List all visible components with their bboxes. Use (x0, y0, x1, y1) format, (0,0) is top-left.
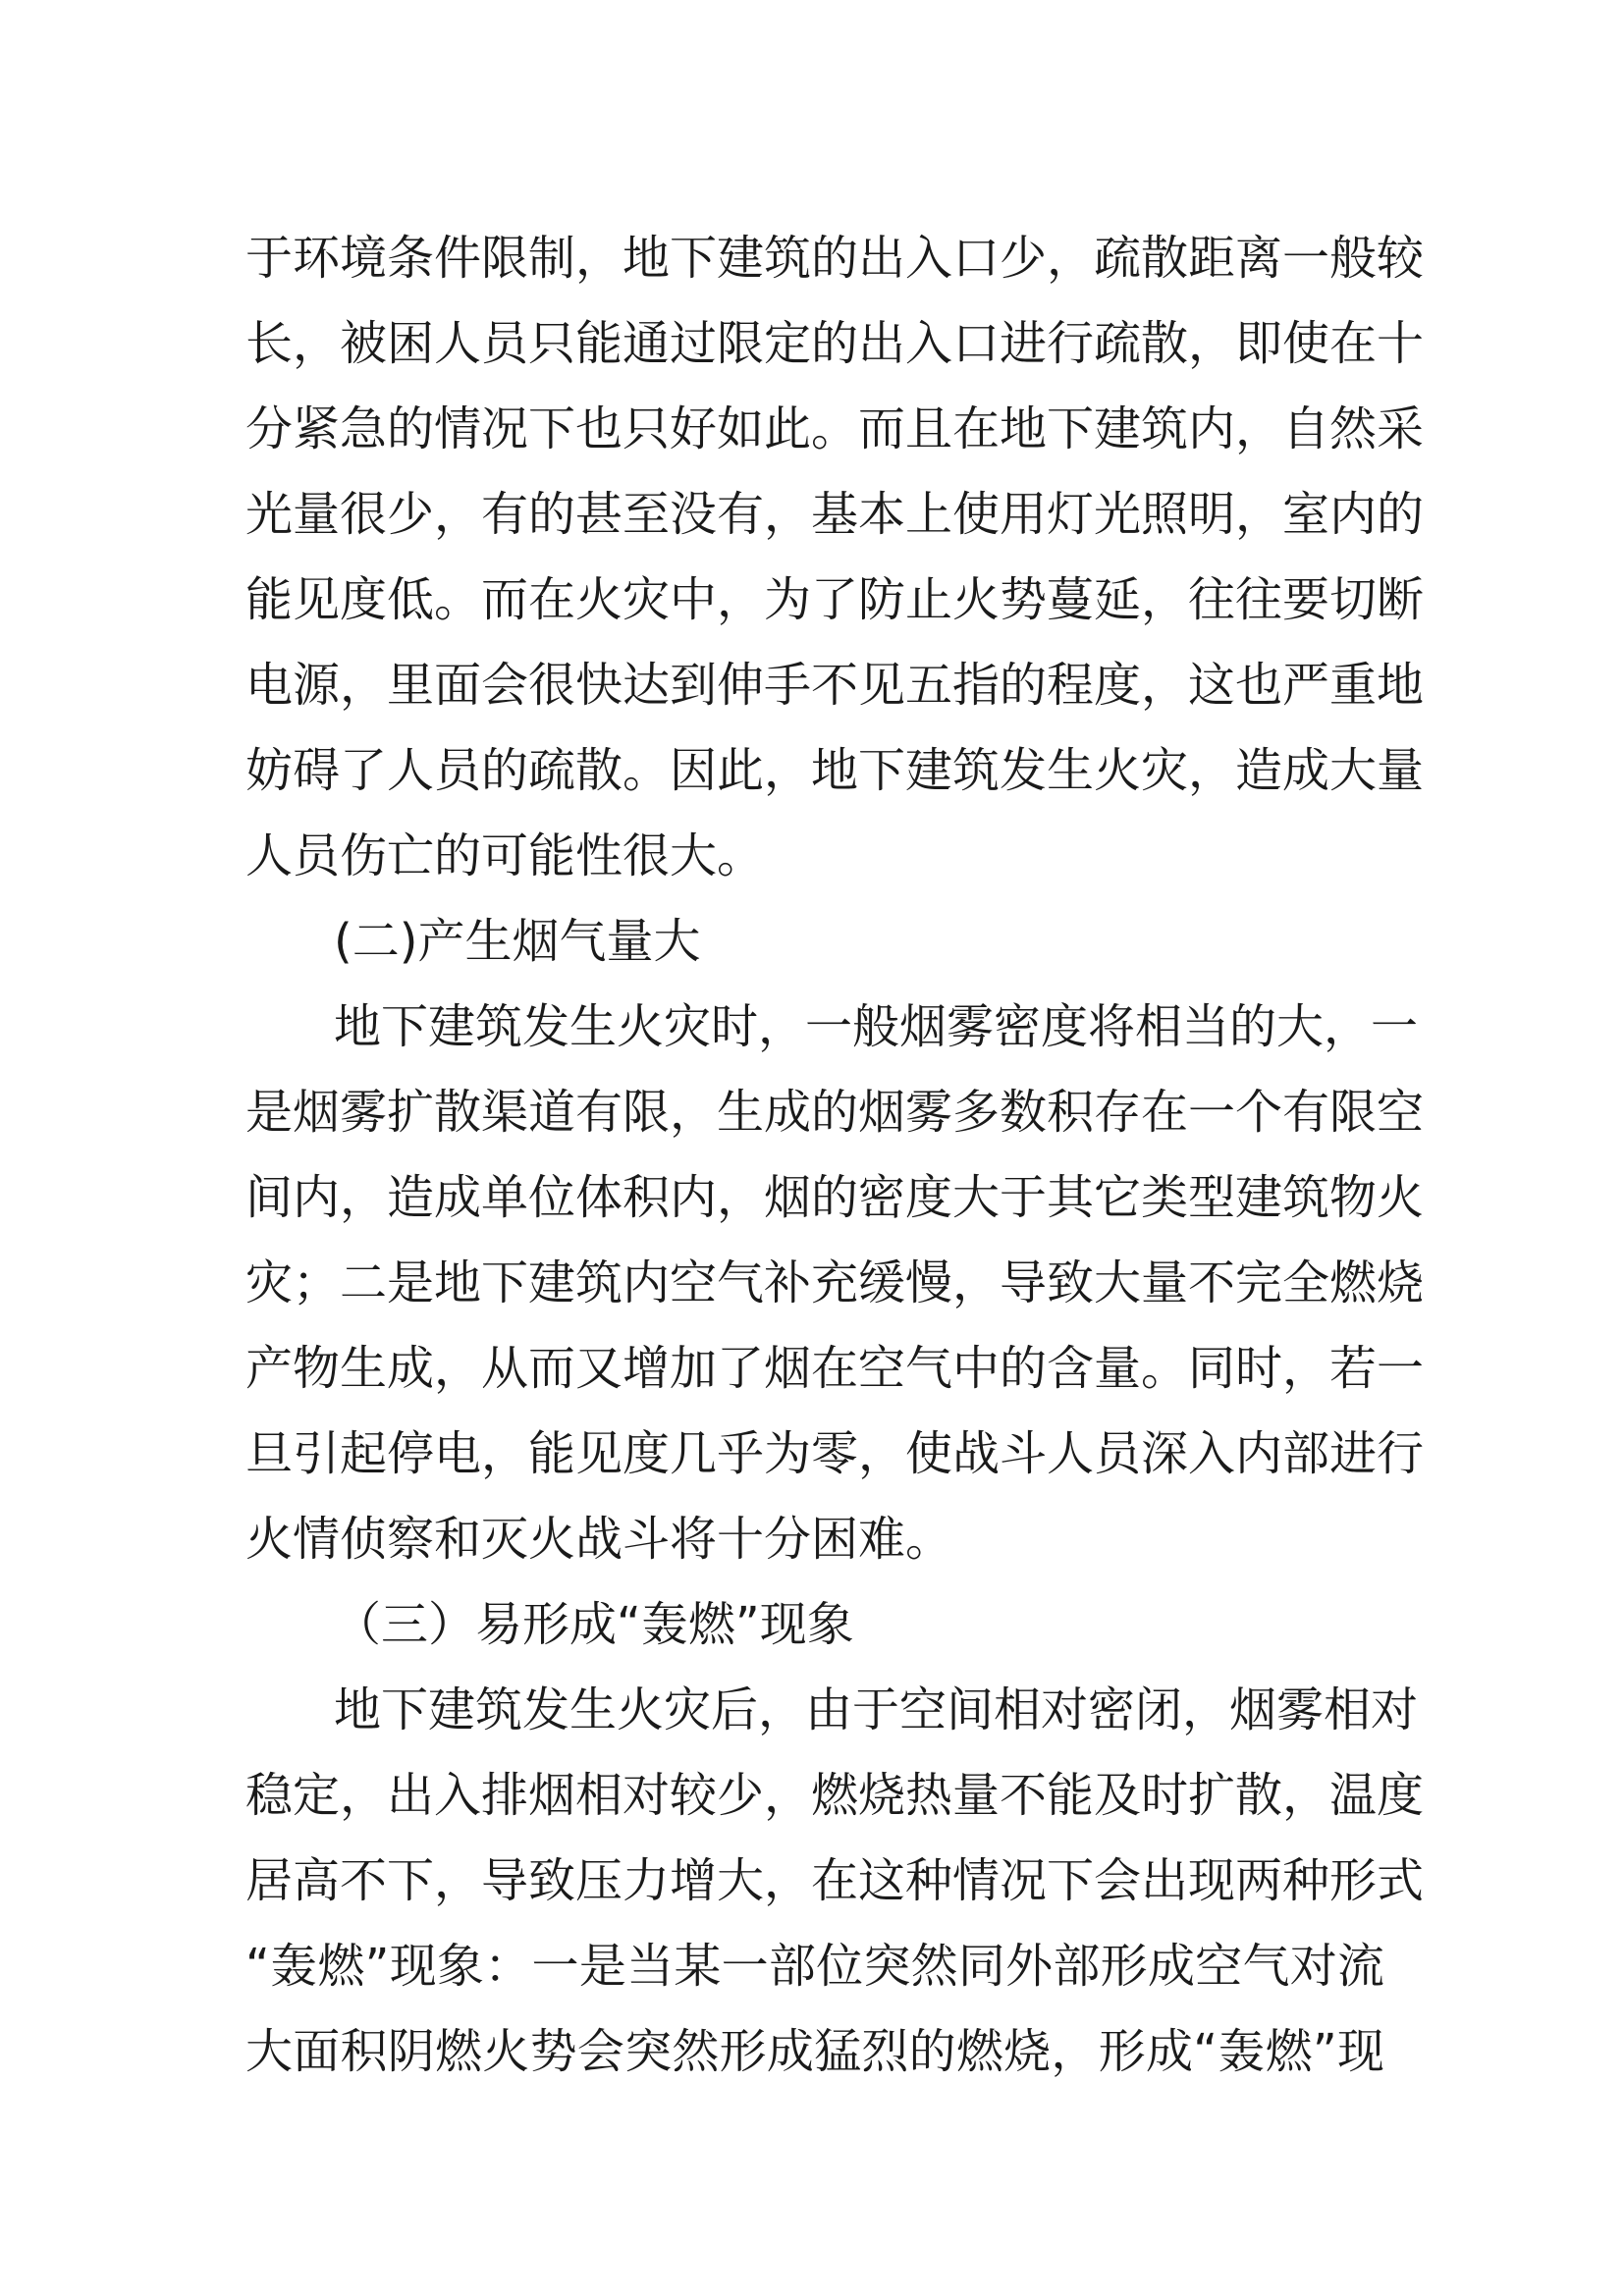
section-heading-3: （三）易形成“轰燃”现象 (334, 1597, 854, 1652)
body-line-3: 分紧急的情况下也只好如此。而且在地下建筑内，自然采 (245, 401, 1425, 456)
body-line-14: 产物生成，从而又增加了烟在空气中的含量。同时，若一 (245, 1341, 1425, 1396)
body-line-15: 旦引起停电，能见度几乎为零，使战斗人员深入内部进行 (245, 1426, 1425, 1481)
body-line-2: 长，被困人员只能通过限定的出入口进行疏散，即使在十 (245, 316, 1425, 371)
body-line-1: 于环境条件限制，地下建筑的出入口少，疏散距离一般较 (245, 231, 1425, 286)
section-heading-2: (二)产生烟气量大 (334, 914, 701, 969)
body-line-20: 居高不下，导致压力增大，在这种情况下会出现两种形式 (245, 1853, 1425, 1908)
body-line-4: 光量很少，有的甚至没有，基本上使用灯光照明，室内的 (245, 487, 1425, 542)
body-line-7: 妨碍了人员的疏散。因此，地下建筑发生火灾，造成大量 (245, 743, 1425, 798)
body-line-13: 灾；二是地下建筑内空气补充缓慢，导致大量不完全燃烧 (245, 1255, 1425, 1310)
body-line-10: 地下建筑发生火灾时，一般烟雾密度将相当的大，一 (334, 999, 1419, 1054)
body-line-12: 间内，造成单位体积内，烟的密度大于其它类型建筑物火 (245, 1170, 1425, 1225)
body-line-19: 稳定，出入排烟相对较少，燃烧热量不能及时扩散，温度 (245, 1768, 1425, 1823)
body-line-22: 大面积阴燃火势会突然形成猛烈的燃烧，形成“轰燃”现 (245, 2024, 1384, 2079)
body-line-18: 地下建筑发生火灾后，由于空间相对密闭，烟雾相对 (334, 1682, 1419, 1737)
body-line-16: 火情侦察和灭火战斗将十分困难。 (245, 1512, 953, 1567)
body-line-21: “轰燃”现象：一是当某一部位突然同外部形成空气对流 (245, 1939, 1384, 1994)
body-line-6: 电源，里面会很快达到伸手不见五指的程度，这也严重地 (245, 658, 1425, 713)
body-line-11: 是烟雾扩散渠道有限，生成的烟雾多数积存在一个有限空 (245, 1085, 1425, 1140)
body-line-8: 人员伤亡的可能性很大。 (245, 828, 765, 883)
body-line-5: 能见度低。而在火灾中，为了防止火势蔓延，往往要切断 (245, 572, 1425, 627)
